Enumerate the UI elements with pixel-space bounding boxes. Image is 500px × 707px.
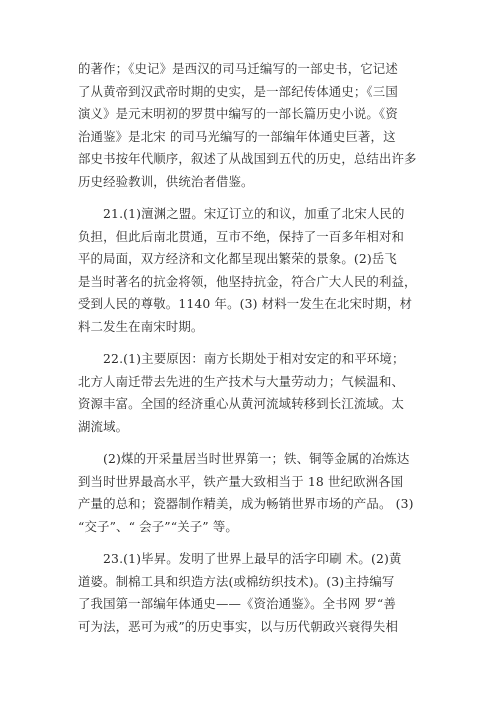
text-line: 是当时著名的抗金将领，他坚持抗金，符合广大人民的利益， (78, 273, 417, 289)
text-line: 资源丰富。全国的经济重心从黄河流域转移到长江流域。太 (78, 396, 405, 411)
paragraph-intro (78, 58, 438, 193)
text-line: “交子”、“ 会子”“关子” 等。 (78, 518, 238, 534)
text-line: 了我国第一部编年体通史——《资治通鉴》。全书网 罗“善 (78, 596, 396, 611)
paragraph-gap (78, 438, 438, 448)
text-line: 22.(1)主要原因：南方长期处于相对安定的和平环境； (103, 351, 405, 366)
paragraph-21 (78, 203, 438, 338)
text-line: 平的局面，双方经济和文化都呈现出繁荣的景象。(2)岳飞 (78, 251, 397, 266)
text-line: 道婆。制棉工具和织造方法(或棉纺织技术)。(3)主持编写 (78, 573, 395, 589)
text-line: 治通鉴》是北宋 的司马光编写的一部编年体通史巨著，这 (78, 128, 396, 144)
text-line: 料二发生在南宋时期。 (78, 318, 204, 334)
paragraph-gap (78, 193, 438, 203)
text-line: 23.(1)毕昇。发明了世界上最早的活字印刷 术。(2)黄 (103, 551, 402, 566)
text-line: 21.(1)澶渊之盟。宋辽订立的和议，加重了北宋人民的 (103, 206, 405, 221)
paragraph-23 (78, 548, 438, 638)
paragraph-gap (78, 538, 438, 548)
text-line: 受到人民的尊敬。1140 年。(3) 材料一发生在北宋时期，材 (78, 296, 413, 311)
text-line: 部史书按年代顺序，叙述了从战国到五代的历史，总结出许多 (78, 151, 417, 166)
text-line: 湖流域。 (78, 418, 129, 434)
paragraph-22-part2 (78, 448, 438, 538)
text-line: 产量的总和；瓷器制作精美，成为畅销世界市场的产品。 (3) (78, 496, 414, 511)
text-line: 到当时世界最高水平，铁产量大致相当于 18 世纪欧洲各国 (78, 473, 404, 489)
paragraph-22 (78, 348, 438, 438)
text-line: 演义》是元末明初的罗贯中编写的一部长篇历史小说。《资 (78, 106, 398, 121)
text-line: 历史经验教训，供统治者借鉴。 (78, 173, 254, 189)
document-page (78, 58, 438, 638)
text-line: 北方人南迁带去先进的生产技术与大量劳动力；气候温和、 (78, 373, 405, 389)
text-line: 负担，但此后南北贯通，互市不绝，保持了一百多年相对和 (78, 228, 405, 244)
text-line: 的著作；《史记》是西汉的司马迁编写的一部史书，它记述 (78, 61, 398, 76)
text-line: 了从黄帝到汉武帝时期的史实，是一部纪传体通史；《三国 (78, 83, 398, 99)
text-line: 可为法，恶可为戒”的历史事实，以与历代朝政兴衰得失相 (78, 618, 398, 634)
text-line: (2)煤的开采量居当时世界第一；铁、铜等金属的冶炼达 (103, 451, 410, 466)
paragraph-gap (78, 338, 438, 348)
